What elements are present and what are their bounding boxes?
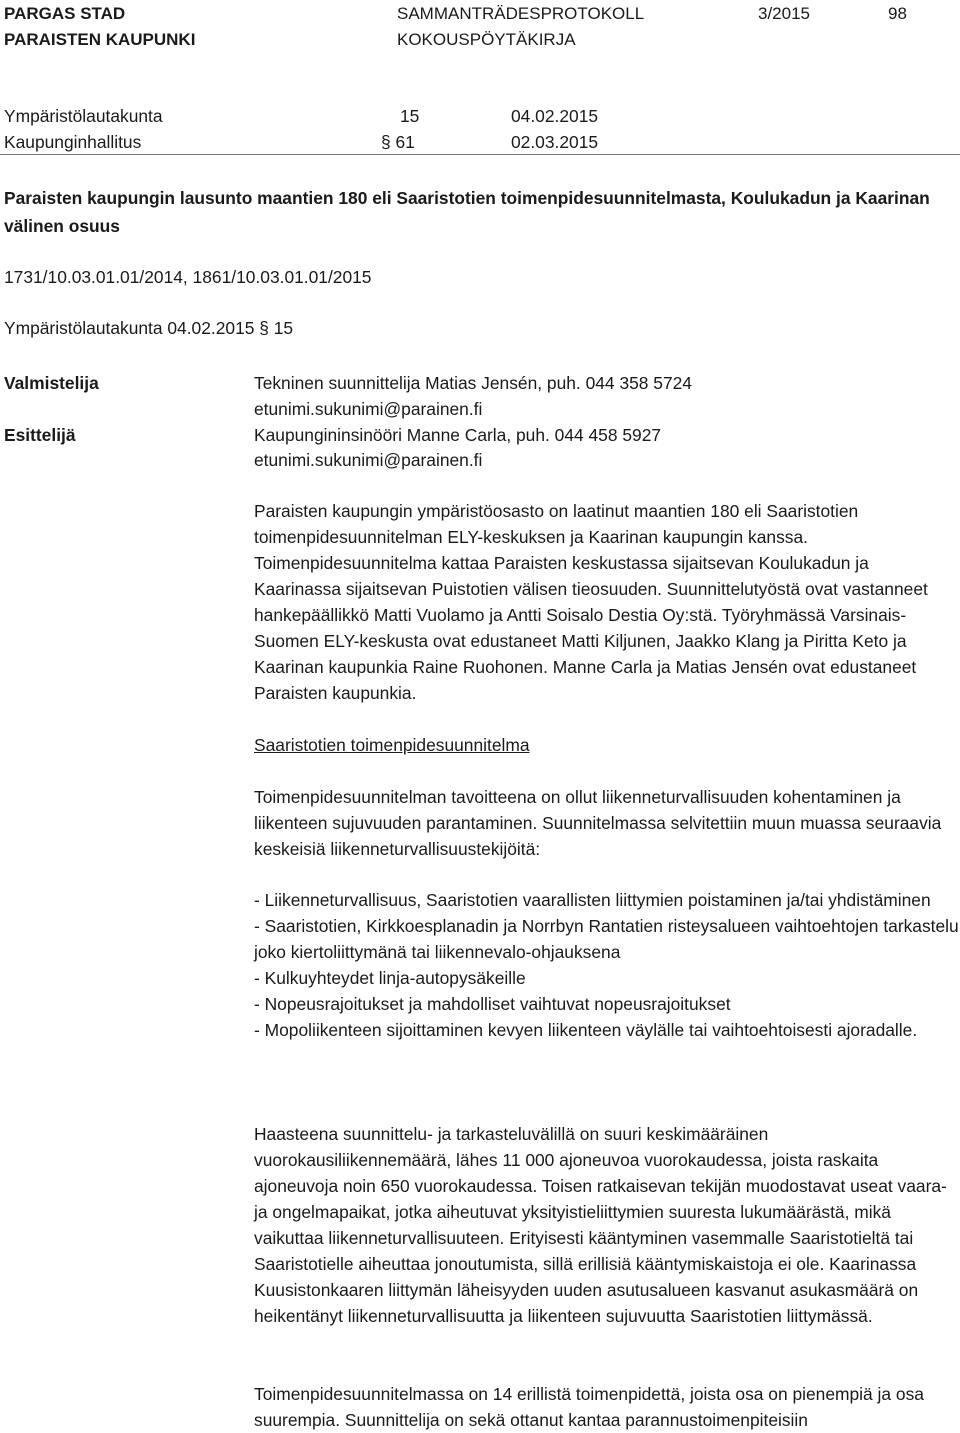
list-item: - Kulkuyhteydet linja-autopysäkeille — [254, 968, 526, 988]
meeting-section-1: 15 — [400, 106, 420, 126]
list-item: - Mopoliikenteen sijoittaminen kevyen liikenteen väylälle tai vaihtoehtoisesti ajoradalle. — [254, 1020, 918, 1040]
presenter-label: Esittelijä — [4, 425, 76, 445]
meeting-section-2: § 61 — [381, 132, 415, 152]
paragraph-text: Toimenpidesuunnitelman tavoitteena on ollut liikenneturvallisuuden kohentaminen ja liikenteen sujuvuuden parantaminen. Suunnitelmassa selvitettiin muun muassa seuraavia keskeisiä liikenneturvallisuustekijöitä: — [254, 787, 942, 859]
org-name-swedish: PARGAS STAD — [4, 4, 126, 23]
meeting-body-2: Kaupunginhallitus — [4, 132, 142, 152]
list-item: - Saaristotien, Kirkkoesplanadin ja Norrbyn Rantatien risteysalueen vaihtoehtojen tarkastelu joko kiertoliittymänä tai liikennevalo-ohjauksena — [254, 916, 959, 962]
reference-numbers: 1731/10.03.01.01/2014, 1861/10.03.01.01/2015 — [4, 267, 372, 287]
preparer-value: Tekninen suunnittelija Matias Jensén, puh. 044 358 5724 — [254, 373, 692, 393]
measure-list — [254, 887, 960, 1043]
page-number: 98 — [888, 4, 907, 23]
org-name-finnish: PARAISTEN KAUPUNKI — [4, 30, 196, 49]
preparer-email[interactable]: etunimi.sukunimi@parainen.fi — [254, 399, 483, 419]
header-divider — [0, 154, 960, 155]
list-item: - Nopeusrajoitukset ja mahdolliset vaihtuvat nopeusrajoitukset — [254, 994, 731, 1014]
doc-type-swedish: SAMMANTRÄDESPROTOKOLL — [397, 4, 645, 23]
presenter-email[interactable]: etunimi.sukunimi@parainen.fi — [254, 450, 483, 470]
body-paragraph-2 — [254, 784, 960, 862]
meeting-body-1: Ympäristölautakunta — [4, 106, 163, 126]
body-paragraph-3 — [254, 1121, 960, 1329]
body-paragraph-1 — [254, 498, 960, 706]
presenter-value: Kaupungininsinööri Manne Carla, puh. 044 458 5927 — [254, 425, 662, 445]
paragraph-text: Haasteena suunnittelu- ja tarkasteluvälillä on suuri keskimääräinen vuorokausiliikennemäärä, lähes 11 000 ajoneuvoa vuorokaudessa, joista raskaita ajoneuvoja noin 650 vuorokaudessa. Toisen ratkaisevan tekijän muodostavat useat vaara- ja ongelmapaikat, jotka aiheutuvat yksityistieliittymien suuresta lukumäärästä, mikä vaikuttaa liikenneturvallisuuteen. Erityisesti kääntyminen vasemmalle Saaristotieltä tai Saaristotielle aiheuttaa jonoutumista, sillä erillisiä kääntymiskaistoja ei ole. Kaarinassa Kuusistonkaaren liittymän läheisyyden uuden asutusalueen kasvanut asukasmäärä on heikentänyt liikenneturvallisuutta ja liikenteen sujuvuutta Saaristotien liittymässä. — [254, 1124, 947, 1326]
paragraph-text: Toimenpidesuunnitelmassa on 14 erillistä toimenpidettä, joista osa on pienempiä ja osa suurempia. Suunnittelija on sekä ottanut kantaa parannustoimenpiteisiin — [254, 1384, 924, 1430]
meeting-subheading: Ympäristölautakunta 04.02.2015 § 15 — [4, 318, 294, 338]
issue-number: 3/2015 — [758, 4, 810, 23]
meeting-date-1: 04.02.2015 — [511, 106, 599, 126]
body-paragraph-4 — [254, 1381, 960, 1433]
meeting-date-2: 02.03.2015 — [511, 132, 599, 152]
section-heading: Saaristotien toimenpidesuunnitelma — [254, 735, 530, 755]
document-title: Paraisten kaupungin lausunto maantien 180 eli Saaristotien toimenpidesuunnitelmasta, Koulukadun ja Kaarinan välinen osuus — [4, 188, 930, 236]
doc-type-finnish: KOKOUSPÖYTÄKIRJA — [397, 30, 576, 49]
preparer-label: Valmistelija — [4, 373, 99, 393]
paragraph-text: Paraisten kaupungin ympäristöosasto on laatinut maantien 180 eli Saaristotien toimenpidesuunnitelman ELY-keskuksen ja Kaarinan kaupungin kanssa. Toimenpidesuunnitelma kattaa Paraisten keskustassa sijaitsevan Koulukadun ja Kaarinassa sijaitsevan Puistotien välisen tieosuuden. Suunnittelutyöstä ovat vastanneet hankepäällikkö Matti Vuolamo ja Antti Soisalo Destia Oy:stä. Työryhmässä Varsinais-Suomen ELY-keskusta ovat edustaneet Matti Kiljunen, Jaakko Klang ja Piritta Keto ja Kaarinan kaupunkia Raine Ruohonen. Manne Carla ja Matias Jensén ovat edustaneet Paraisten kaupunkia. — [254, 501, 928, 703]
list-item: - Liikenneturvallisuus, Saaristotien vaarallisten liittymien poistaminen ja/tai yhdistäminen — [254, 890, 931, 910]
